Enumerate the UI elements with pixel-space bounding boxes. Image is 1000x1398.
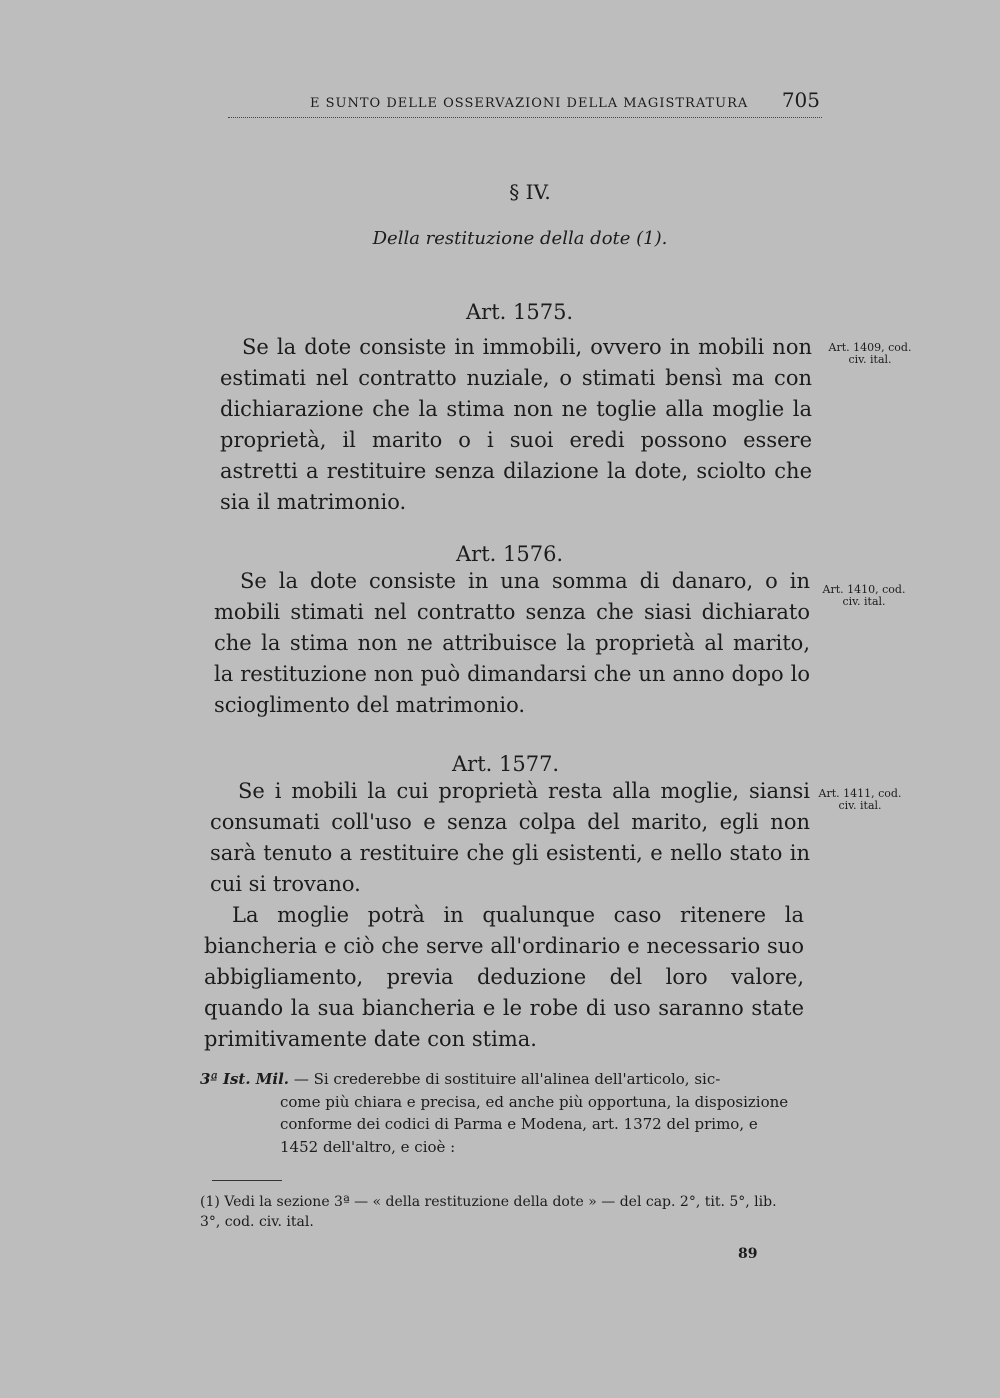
article-text-1577: Se i mobili la cui proprietà resta alla moglie, siansi consumati coll'uso e senza colpa del marito, egli non sarà tenuto a restituire che gli esistenti, e nello stato in cui si trovano. (210, 779, 810, 896)
observation-source: 3ª Ist. Mil. (200, 1070, 290, 1088)
article-text-1577-paragraph-2: La moglie potrà in qualunque caso ritenere la biancheria e ciò che serve all'ordinario e necessario suo abbigliamento, previa deduzione del loro valore, quando la sua biancheria e le robe di uso saranno state primitivamente date con stima. (204, 903, 804, 1051)
article-text-1575: Se la dote consiste in immobili, ovvero in mobili non estimati nel contratto nuziale, o stimati bensì ma con dichiarazione che la stima non ne toglie alla moglie la proprietà, il marito o i suoi eredi possono essere astretti a restituire senza dilazione la dote, sciolto che sia il matrimonio. (220, 335, 812, 514)
article-heading-1577: Art. 1577. (452, 752, 560, 776)
footnote: (1) Vedi la sezione 3ª — « della restituzione della dote » — del cap. 2°, tit. 5°, lib. 3°, cod. civ. ital. (200, 1194, 777, 1230)
running-title: E SUNTO DELLE OSSERVAZIONI DELLA MAGISTRATURA (310, 96, 749, 111)
article-text-1576: Se la dote consiste in una somma di danaro, o in mobili stimati nel contratto senza che siasi dichiarato che la stima non ne attribuisce la proprietà al marito, la restituzione non può dimandarsi che un anno dopo lo scioglimento del matrimonio. (214, 569, 810, 717)
margin-note-1577: Art. 1411, cod. civ. ital. (818, 787, 902, 812)
magistrate-observation (200, 1068, 795, 1158)
observation-text-rest: come più chiara e precisa, ed anche più opportuna, la disposizione conforme dei codici di Parma e Modena, art. 1372 del primo, e 1452 dell'altro, e cioè : (280, 1092, 789, 1156)
footnote-divider (212, 1180, 282, 1181)
margin-note-1576: Art. 1410, cod. civ. ital. (822, 583, 906, 608)
running-header (228, 88, 822, 118)
section-title: Della restituzione della dote (1). (372, 228, 668, 249)
article-heading-1575: Art. 1575. (466, 300, 574, 324)
observation-text-first: — Si crederebbe di sostituire all'alinea dell'articolo, sic- (293, 1070, 721, 1088)
page-number: 705 (781, 88, 820, 112)
section-number: § IV. (509, 180, 551, 204)
signature-mark: 89 (738, 1246, 758, 1262)
article-heading-1576: Art. 1576. (456, 542, 564, 566)
margin-note-1575: Art. 1409, cod. civ. ital. (828, 341, 912, 366)
